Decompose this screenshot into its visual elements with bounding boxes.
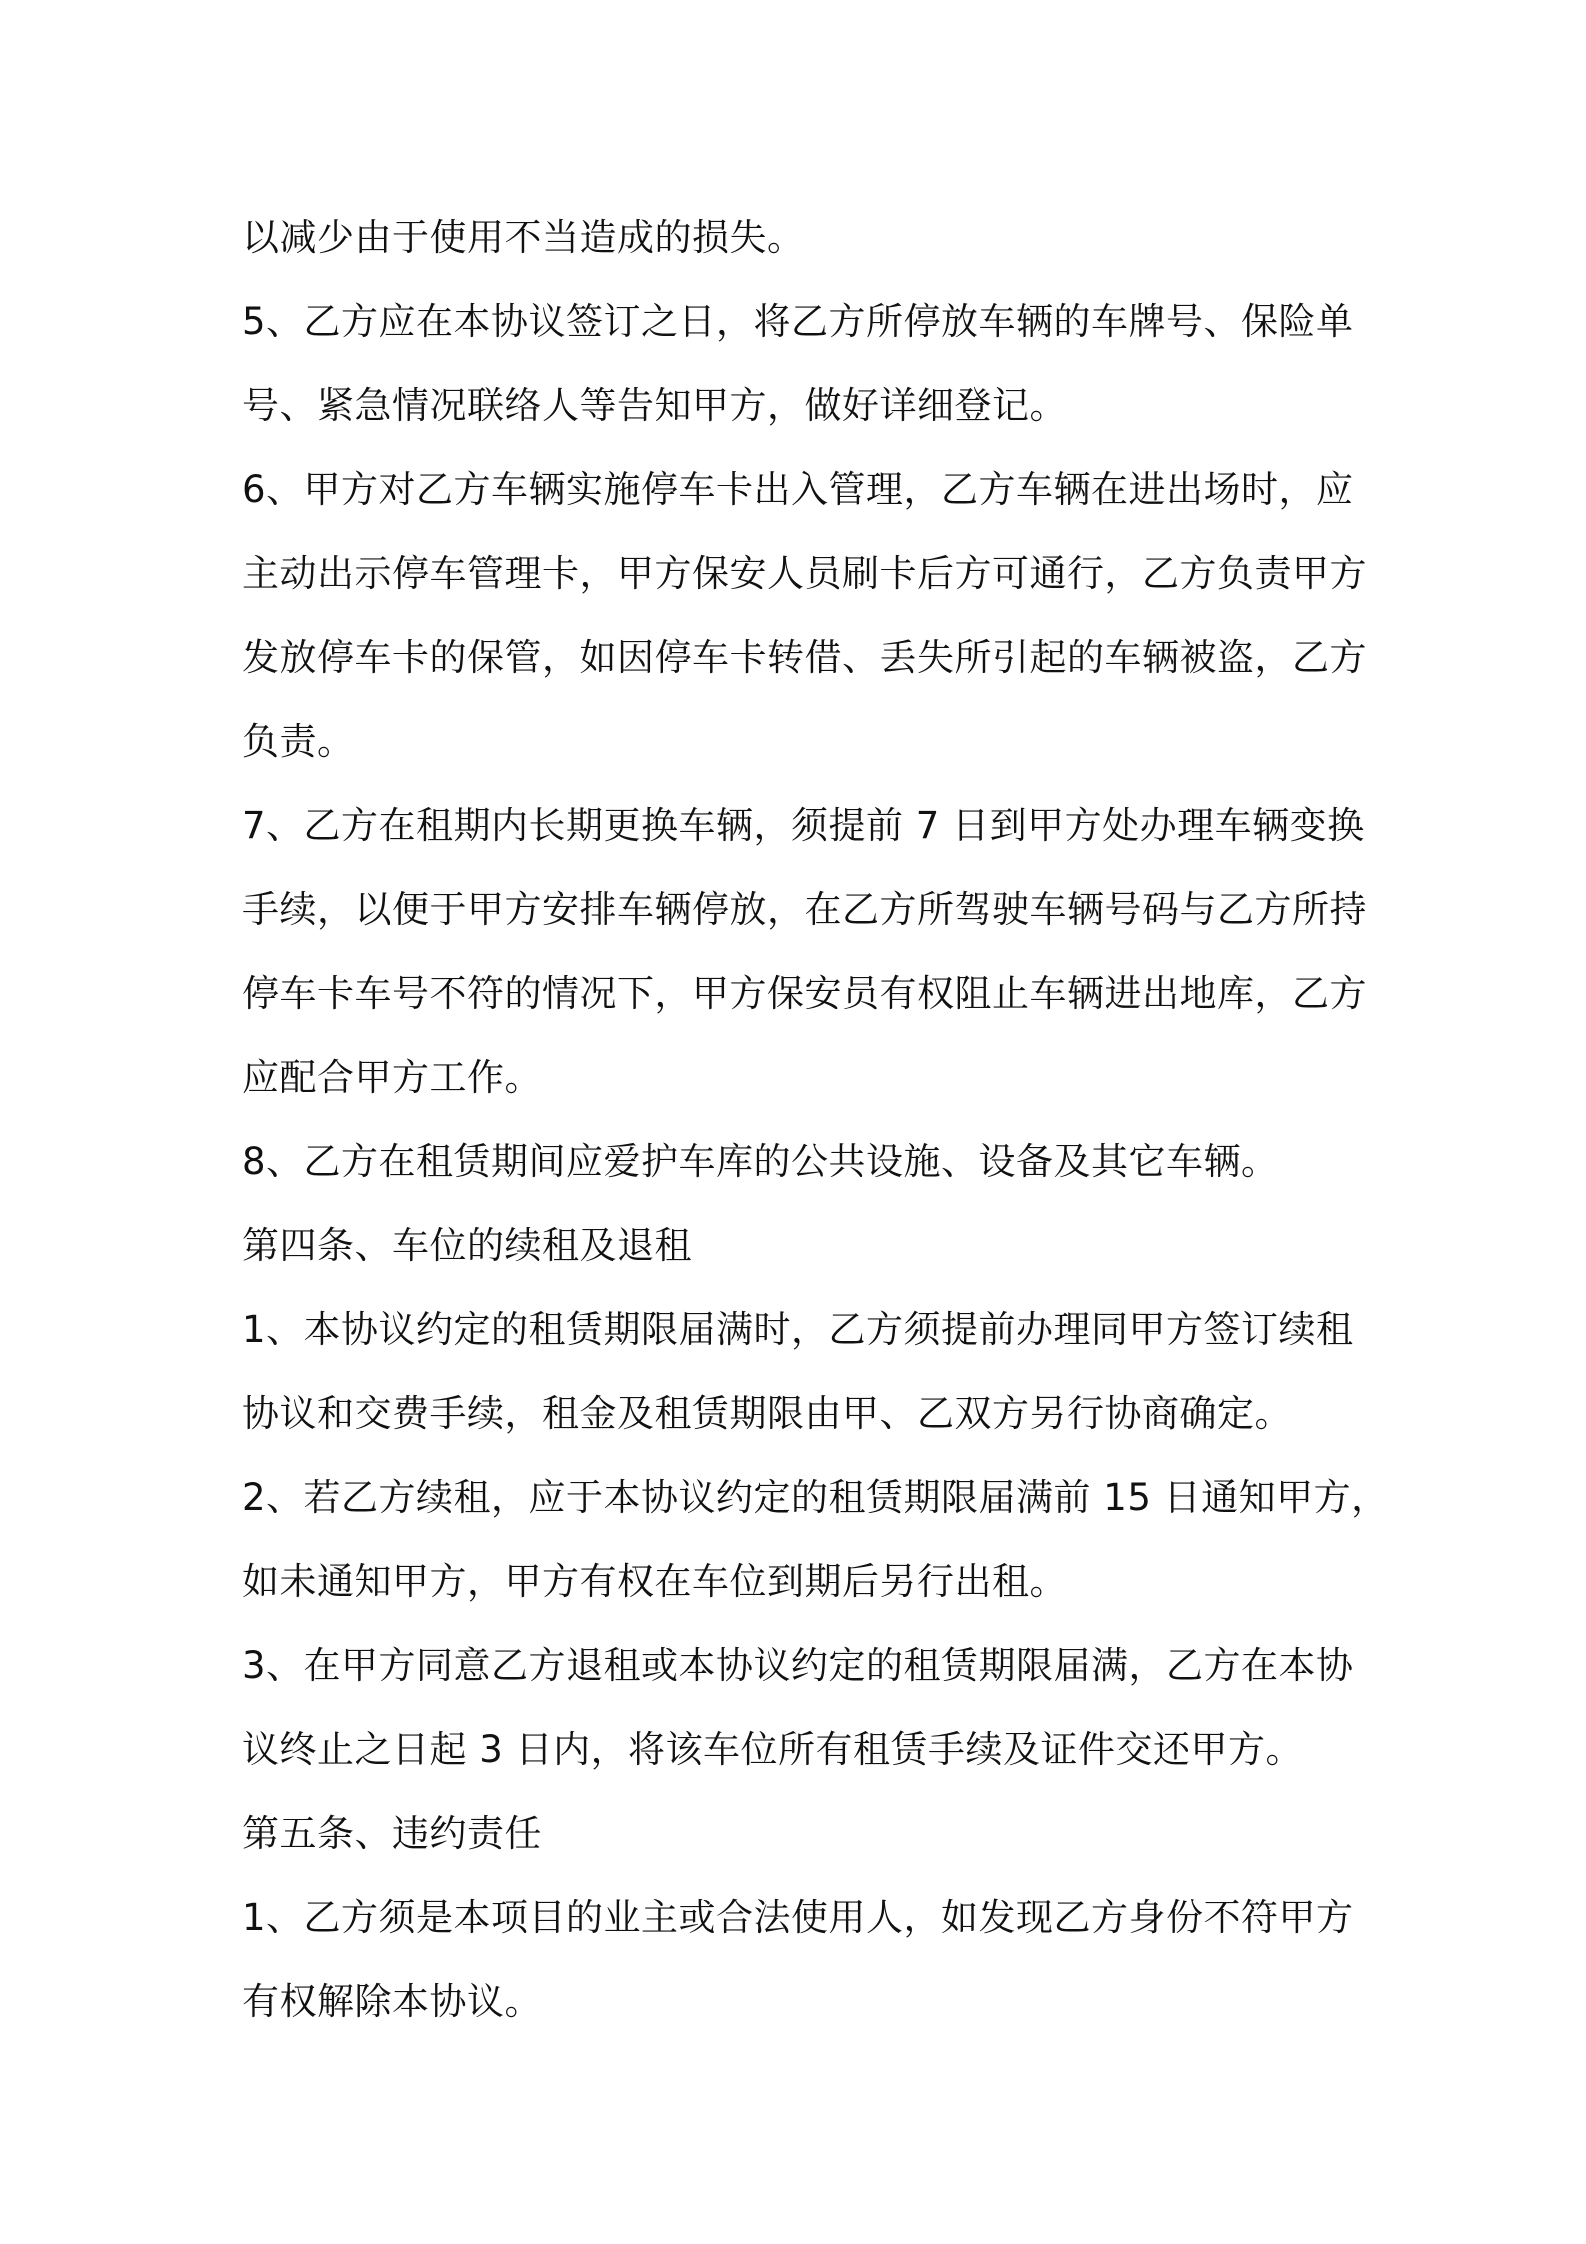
text-line-17: 如未通知甲方，甲方有权在车位到期后另行出租。 [242, 1560, 1067, 1603]
text-line-2: 5、乙方应在本协议签订之日，将乙方所停放车辆的车牌号、保险单 [242, 300, 1354, 343]
text-line-3: 号、紧急情况联络人等告知甲方，做好详细登记。 [242, 384, 1067, 427]
text-line-8: 7、乙方在租期内长期更换车辆，须提前 7 日到甲方处办理车辆变换 [242, 804, 1365, 847]
document-body [242, 196, 1389, 2044]
text-line-22: 有权解除本协议。 [242, 1980, 542, 2023]
text-line-19: 议终止之日起 3 日内，将该车位所有租赁手续及证件交还甲方。 [242, 1728, 1304, 1771]
section-heading-article-4: 第四条、车位的续租及退租 [242, 1224, 692, 1267]
text-line-15: 协议和交费手续，租金及租赁期限由甲、乙双方另行协商确定。 [242, 1392, 1292, 1435]
text-line-14: 1、本协议约定的租赁期限届满时，乙方须提前办理同甲方签订续租 [242, 1308, 1354, 1351]
text-line-21: 1、乙方须是本项目的业主或合法使用人，如发现乙方身份不符甲方 [242, 1896, 1354, 1939]
text-line-6: 发放停车卡的保管，如因停车卡转借、丢失所引起的车辆被盗，乙方 [242, 636, 1367, 679]
section-heading-article-5: 第五条、违约责任 [242, 1812, 542, 1855]
text-line-1: 以减少由于使用不当造成的损失。 [242, 216, 805, 259]
text-line-4: 6、甲方对乙方车辆实施停车卡出入管理，乙方车辆在进出场时，应 [242, 468, 1354, 511]
text-line-5: 主动出示停车管理卡，甲方保安人员刷卡后方可通行，乙方负责甲方 [242, 552, 1367, 595]
text-line-18: 3、在甲方同意乙方退租或本协议约定的租赁期限届满，乙方在本协 [242, 1644, 1354, 1687]
text-line-16: 2、若乙方续租，应于本协议约定的租赁期限届满前 15 日通知甲方， [242, 1476, 1389, 1519]
text-line-12: 8、乙方在租赁期间应爱护车库的公共设施、设备及其它车辆。 [242, 1140, 1279, 1183]
text-line-11: 应配合甲方工作。 [242, 1056, 542, 1099]
text-line-10: 停车卡车号不符的情况下，甲方保安员有权阻止车辆进出地库，乙方 [242, 972, 1367, 1015]
text-line-7: 负责。 [242, 720, 355, 763]
text-line-9: 手续，以便于甲方安排车辆停放，在乙方所驾驶车辆号码与乙方所持 [242, 888, 1367, 931]
